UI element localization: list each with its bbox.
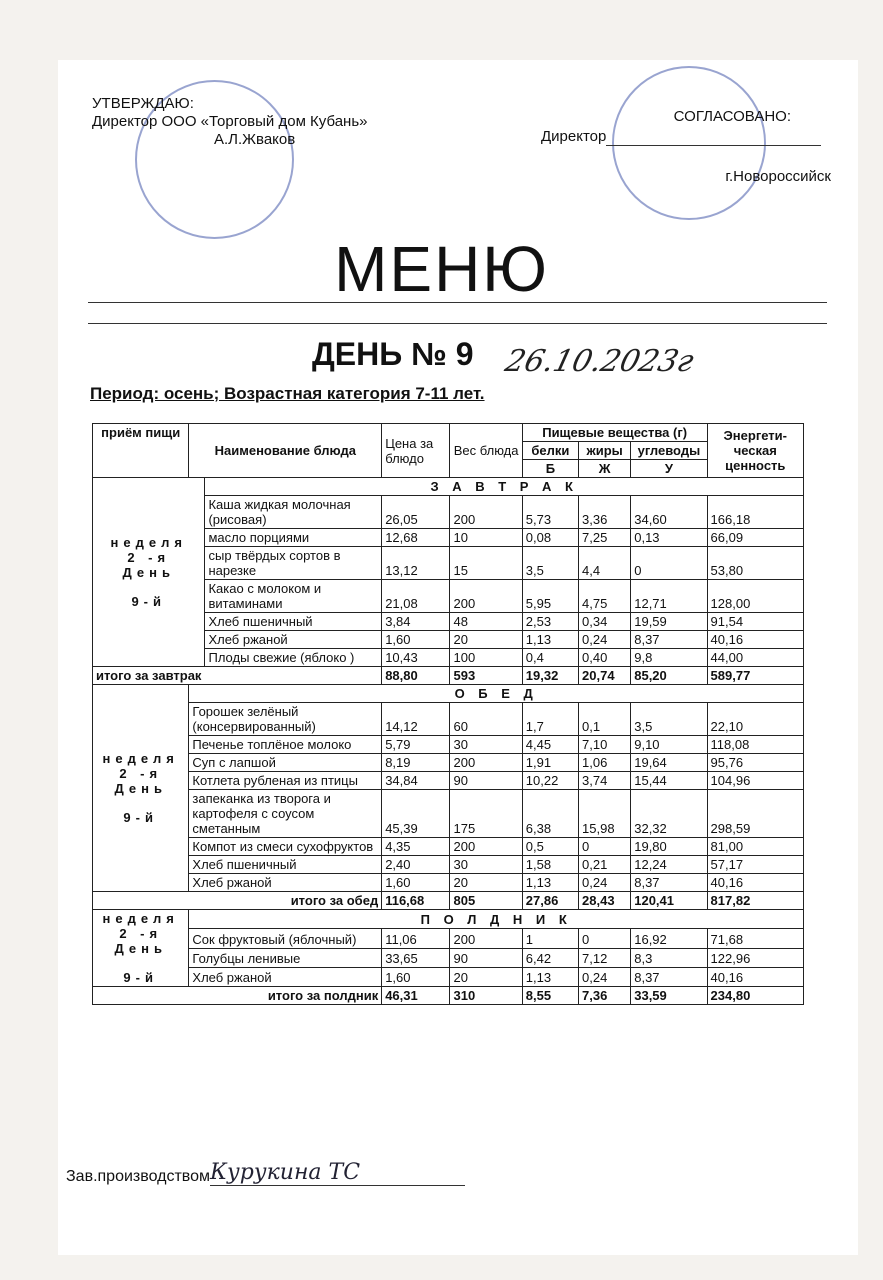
price-value: 2,40 — [382, 856, 450, 874]
proteins-value: 1,7 — [522, 703, 578, 736]
price-value: 5,79 — [382, 736, 450, 754]
total-weight: 805 — [450, 892, 522, 910]
proteins-value: 3,5 — [522, 547, 578, 580]
proteins-value: 6,38 — [522, 790, 578, 838]
proteins-value: 1,91 — [522, 754, 578, 772]
proteins-value: 1,13 — [522, 967, 578, 986]
price-value: 12,68 — [382, 529, 450, 547]
total-weight: 593 — [450, 667, 522, 685]
carbs-value: 19,64 — [631, 754, 707, 772]
total-weight: 310 — [450, 987, 522, 1005]
dish-name: Плоды свежие (яблоко ) — [205, 649, 382, 667]
day-title: ДЕНЬ № 9 — [312, 336, 474, 372]
approval-block — [92, 95, 368, 149]
price-value: 1,60 — [382, 874, 450, 892]
weight-value: 100 — [450, 649, 522, 667]
period-line — [90, 384, 485, 404]
fats-value: 4,75 — [579, 580, 631, 613]
energy-value: 122,96 — [707, 948, 803, 967]
col-proteins: белки — [522, 442, 578, 460]
carbs-value: 0 — [631, 547, 707, 580]
week-label-day: День — [122, 565, 175, 580]
breakfast-total-row — [93, 667, 804, 685]
fats-value: 4,4 — [579, 547, 631, 580]
col-c-short: У — [631, 460, 707, 478]
period-label: Период: осень; Возрастная категория 7-11 лет. — [90, 384, 485, 403]
carbs-value: 12,24 — [631, 856, 707, 874]
carbs-value: 8,37 — [631, 967, 707, 986]
table-row — [93, 948, 804, 967]
week-label-week: неделя — [102, 911, 179, 926]
carbs-value: 32,32 — [631, 790, 707, 838]
price-value: 4,35 — [382, 838, 450, 856]
price-value: 14,12 — [382, 703, 450, 736]
breakfast-title: З А В Т Р А К — [205, 478, 804, 496]
proteins-value: 5,73 — [522, 496, 578, 529]
weight-value: 200 — [450, 838, 522, 856]
dish-name: Хлеб ржаной — [189, 967, 382, 986]
dish-name: Сок фруктовый (яблочный) — [189, 929, 382, 948]
table-row — [93, 856, 804, 874]
col-dish: Наименование блюда — [189, 424, 382, 478]
energy-value: 57,17 — [707, 856, 803, 874]
proteins-value: 1,58 — [522, 856, 578, 874]
carbs-value: 0,13 — [631, 529, 707, 547]
carbs-value: 12,71 — [631, 580, 707, 613]
carbs-value: 19,59 — [631, 613, 707, 631]
price-value: 10,43 — [382, 649, 450, 667]
col-weight: Вес блюда — [450, 424, 522, 478]
total-price: 88,80 — [382, 667, 450, 685]
table-row — [93, 838, 804, 856]
carbs-value: 3,5 — [631, 703, 707, 736]
proteins-value: 0,08 — [522, 529, 578, 547]
week-day-label — [93, 910, 189, 987]
week-label-week: неделя — [102, 751, 179, 766]
dish-name: Каша жидкая молочная (рисовая) — [205, 496, 382, 529]
price-value: 13,12 — [382, 547, 450, 580]
weight-value: 90 — [450, 772, 522, 790]
energy-value: 40,16 — [707, 874, 803, 892]
dish-name: Суп с лапшой — [189, 754, 382, 772]
total-p: 27,86 — [522, 892, 578, 910]
handwritten-date: 26.10.2023г — [501, 344, 698, 379]
total-f: 7,36 — [579, 987, 631, 1005]
fats-value: 0,24 — [579, 967, 631, 986]
energy-value: 53,80 — [707, 547, 803, 580]
price-value: 8,19 — [382, 754, 450, 772]
total-label: итого за полдник — [93, 987, 382, 1005]
total-f: 28,43 — [579, 892, 631, 910]
energy-value: 91,54 — [707, 613, 803, 631]
energy-value: 40,16 — [707, 631, 803, 649]
total-c: 33,59 — [631, 987, 707, 1005]
total-price: 46,31 — [382, 987, 450, 1005]
weight-value: 20 — [450, 967, 522, 986]
week-label-dayn: 9-й — [131, 594, 167, 609]
table-row — [93, 929, 804, 948]
week-label-num: 2 -я — [119, 766, 163, 781]
week-label-week: неделя — [110, 535, 187, 550]
weight-value: 60 — [450, 703, 522, 736]
total-c: 120,41 — [631, 892, 707, 910]
proteins-value: 1,13 — [522, 874, 578, 892]
col-fats: жиры — [579, 442, 631, 460]
fats-value: 15,98 — [579, 790, 631, 838]
energy-value: 166,18 — [707, 496, 803, 529]
col-carbs: углеводы — [631, 442, 707, 460]
weight-value: 200 — [450, 754, 522, 772]
weight-value: 200 — [450, 580, 522, 613]
lunch-title: О Б Е Д — [189, 685, 804, 703]
snack-section-header — [93, 910, 804, 929]
weight-value: 48 — [450, 613, 522, 631]
weight-value: 200 — [450, 929, 522, 948]
week-label-dayn: 9-й — [123, 810, 158, 825]
total-e: 234,80 — [707, 987, 803, 1005]
total-label: итого за завтрак — [93, 667, 382, 685]
proteins-value: 10,22 — [522, 772, 578, 790]
dish-name: Какао с молоком и витаминами — [205, 580, 382, 613]
dish-name: Хлеб пшеничный — [189, 856, 382, 874]
table-row — [93, 754, 804, 772]
proteins-value: 6,42 — [522, 948, 578, 967]
dish-name: Хлеб ржаной — [205, 631, 382, 649]
week-label-num: 2 -я — [127, 550, 171, 565]
price-value: 3,84 — [382, 613, 450, 631]
approve-label: УТВЕРЖДАЮ: — [92, 95, 194, 112]
fats-value: 0,24 — [579, 631, 631, 649]
total-p: 19,32 — [522, 667, 578, 685]
table-row — [93, 967, 804, 986]
col-f-short: Ж — [579, 460, 631, 478]
weight-value: 90 — [450, 948, 522, 967]
week-label-dayn: 9-й — [123, 970, 158, 985]
page-title: МЕНЮ — [334, 233, 549, 305]
snack-title: П О Л Д Н И К — [189, 910, 804, 929]
fats-value: 0,24 — [579, 874, 631, 892]
energy-value: 22,10 — [707, 703, 803, 736]
weight-value: 20 — [450, 631, 522, 649]
proteins-value: 4,45 — [522, 736, 578, 754]
carbs-value: 16,92 — [631, 929, 707, 948]
energy-value: 66,09 — [707, 529, 803, 547]
week-day-label — [93, 685, 189, 892]
energy-value: 298,59 — [707, 790, 803, 838]
fats-value: 3,74 — [579, 772, 631, 790]
fats-value: 3,36 — [579, 496, 631, 529]
approve-position: Директор ООО «Торговый дом Кубань» — [92, 113, 368, 130]
dish-name: масло порциями — [205, 529, 382, 547]
total-c: 85,20 — [631, 667, 707, 685]
proteins-value: 5,95 — [522, 580, 578, 613]
dish-name: сыр твёрдых сортов в нарезке — [205, 547, 382, 580]
fats-value: 0,1 — [579, 703, 631, 736]
price-value: 33,65 — [382, 948, 450, 967]
col-nutrients: Пищевые вещества (г) — [522, 424, 707, 442]
carbs-value: 34,60 — [631, 496, 707, 529]
week-day-label — [93, 478, 205, 667]
carbs-value: 19,80 — [631, 838, 707, 856]
price-value: 21,08 — [382, 580, 450, 613]
total-p: 8,55 — [522, 987, 578, 1005]
handwritten-signature: Курукина ТС — [210, 1160, 465, 1186]
lunch-total-row — [93, 892, 804, 910]
menu-table — [92, 423, 804, 1005]
week-label-day: День — [114, 781, 167, 796]
fats-value: 1,06 — [579, 754, 631, 772]
proteins-value: 0,5 — [522, 838, 578, 856]
footer — [66, 1160, 465, 1186]
carbs-value: 8,37 — [631, 631, 707, 649]
dish-name: Горошек зелёный (консервированный) — [189, 703, 382, 736]
table-row — [93, 736, 804, 754]
price-value: 34,84 — [382, 772, 450, 790]
fats-value: 0 — [579, 929, 631, 948]
col-p-short: Б — [522, 460, 578, 478]
col-price: Цена за блюдо — [382, 424, 450, 478]
table-row — [93, 790, 804, 838]
dish-name: Печенье топлёное молоко — [189, 736, 382, 754]
fats-value: 7,10 — [579, 736, 631, 754]
weight-value: 200 — [450, 496, 522, 529]
total-f: 20,74 — [579, 667, 631, 685]
dish-name: запеканка из творога и картофеля с соусом сметанным — [189, 790, 382, 838]
weight-value: 30 — [450, 736, 522, 754]
week-label-day: День — [114, 941, 167, 956]
snack-total-row — [93, 987, 804, 1005]
total-e: 817,82 — [707, 892, 803, 910]
carbs-value: 15,44 — [631, 772, 707, 790]
total-label: итого за обед — [93, 892, 382, 910]
dish-name: Компот из смеси сухофруктов — [189, 838, 382, 856]
fats-value: 0,34 — [579, 613, 631, 631]
total-price: 116,68 — [382, 892, 450, 910]
energy-value: 118,08 — [707, 736, 803, 754]
dish-name: Хлеб пшеничный — [205, 613, 382, 631]
footer-label: Зав.производством — [66, 1168, 210, 1185]
carbs-value: 8,3 — [631, 948, 707, 967]
energy-value: 128,00 — [707, 580, 803, 613]
table-row — [93, 703, 804, 736]
proteins-value: 1 — [522, 929, 578, 948]
price-value: 1,60 — [382, 967, 450, 986]
dish-name: Хлеб ржаной — [189, 874, 382, 892]
fats-value: 0 — [579, 838, 631, 856]
breakfast-section-header — [93, 478, 804, 496]
agreed-label: СОГЛАСОВАНО: — [673, 108, 791, 125]
week-label-num: 2 -я — [119, 926, 163, 941]
table-row — [93, 772, 804, 790]
agreed-city: г.Новороссийск — [725, 168, 831, 185]
total-e: 589,77 — [707, 667, 803, 685]
energy-value: 40,16 — [707, 967, 803, 986]
proteins-value: 0,4 — [522, 649, 578, 667]
energy-value: 95,76 — [707, 754, 803, 772]
weight-value: 10 — [450, 529, 522, 547]
fats-value: 7,25 — [579, 529, 631, 547]
signature-line — [606, 145, 821, 146]
fats-value: 0,40 — [579, 649, 631, 667]
approve-name: А.Л.Жваков — [214, 131, 296, 148]
carbs-value: 9,8 — [631, 649, 707, 667]
price-value: 11,06 — [382, 929, 450, 948]
carbs-value: 9,10 — [631, 736, 707, 754]
price-value: 1,60 — [382, 631, 450, 649]
weight-value: 15 — [450, 547, 522, 580]
fats-value: 7,12 — [579, 948, 631, 967]
weight-value: 175 — [450, 790, 522, 838]
proteins-value: 2,53 — [522, 613, 578, 631]
weight-value: 20 — [450, 874, 522, 892]
dish-name: Голубцы ленивые — [189, 948, 382, 967]
energy-value: 81,00 — [707, 838, 803, 856]
menu-table-body — [93, 478, 804, 1005]
col-meal: приём пищи — [93, 424, 189, 478]
energy-value: 104,96 — [707, 772, 803, 790]
table-row — [93, 874, 804, 892]
energy-value: 44,00 — [707, 649, 803, 667]
dish-name: Котлета рубленая из птицы — [189, 772, 382, 790]
col-energy: Энергети-ческая ценность — [707, 424, 803, 478]
proteins-value: 1,13 — [522, 631, 578, 649]
carbs-value: 8,37 — [631, 874, 707, 892]
agreed-position: Директор — [541, 128, 607, 145]
fats-value: 0,21 — [579, 856, 631, 874]
price-value: 26,05 — [382, 496, 450, 529]
energy-value: 71,68 — [707, 929, 803, 948]
divider-bottom — [88, 323, 827, 324]
weight-value: 30 — [450, 856, 522, 874]
agreement-block — [541, 108, 831, 186]
lunch-section-header — [93, 685, 804, 703]
price-value: 45,39 — [382, 790, 450, 838]
